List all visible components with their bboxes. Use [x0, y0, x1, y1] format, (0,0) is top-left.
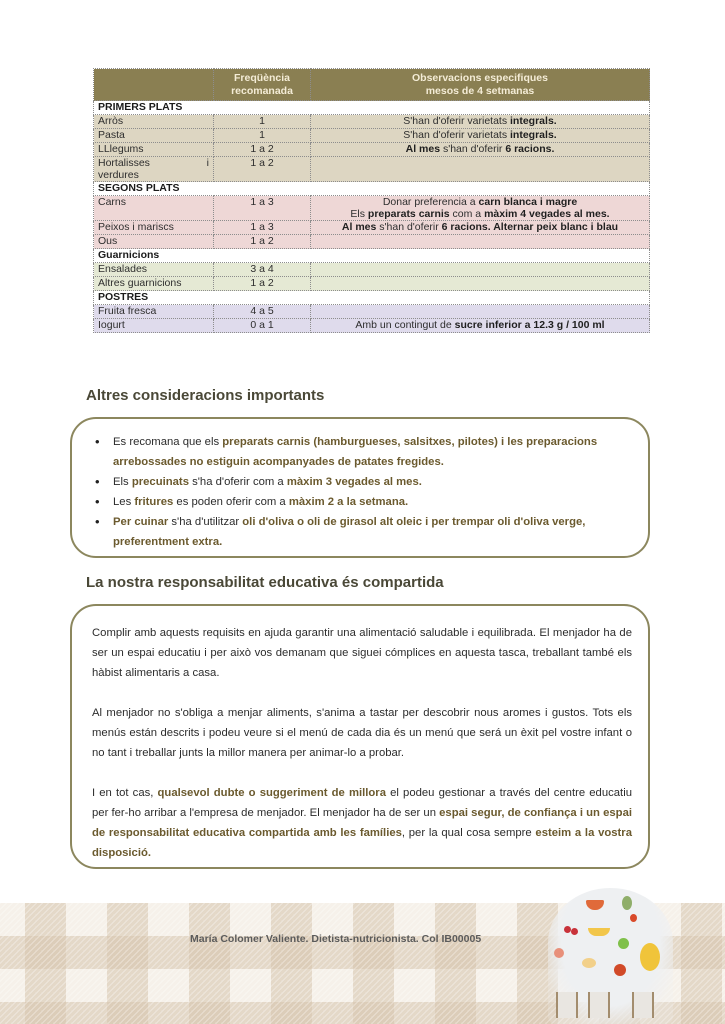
table-row	[94, 305, 650, 319]
table-row	[94, 277, 650, 291]
observation-cell	[311, 305, 650, 319]
table-row	[94, 143, 650, 157]
pear-icon	[622, 896, 632, 910]
peach-icon	[554, 948, 564, 958]
group-row-guarnicions	[94, 249, 650, 263]
paragraph-3: I en tot cas, qualsevol dubte o suggeriment de millora el podeu gestionar a través del centre educatiu per fer-ho arribar a l'empresa de menjador. El menjador ha de ser un espai segur, de confiança i un espai de responsabilitat educativa compartida amb les famílies, per la qual cosa sempre esteim a la vostra disposició.	[92, 787, 632, 859]
food-cell: Ensalades	[94, 263, 214, 277]
observation-cell: Donar preferencia a carn blanca i magre Els preparats carnis com a màxim 4 vegades al mes.	[311, 196, 650, 221]
table-row	[94, 221, 650, 235]
group-row-segons	[94, 182, 650, 196]
observation-cell: S'han d'oferir varietats integrals.	[311, 115, 650, 129]
fruit-wall-illustration	[548, 888, 673, 1024]
observation-cell	[311, 235, 650, 249]
melon-icon	[582, 958, 596, 968]
observation-cell	[311, 263, 650, 277]
watermelon-icon	[586, 900, 604, 910]
menu-frequency-table	[93, 68, 650, 333]
frequency-cell: 1 a 3	[214, 221, 311, 235]
group-row-primers	[94, 101, 650, 115]
food-cell: Peixos i mariscs	[94, 221, 214, 235]
pomegranate-icon	[614, 964, 626, 976]
food-cell: Pasta	[94, 129, 214, 143]
table-row	[94, 115, 650, 129]
cherry-icon	[571, 928, 578, 935]
considerations-box	[70, 417, 650, 558]
food-cell: Fruita fresca	[94, 305, 214, 319]
chair-icon	[588, 992, 610, 1018]
frequency-cell: 1 a 2	[214, 235, 311, 249]
pineapple-icon	[640, 943, 660, 971]
food-cell: Arròs	[94, 115, 214, 129]
observation-cell	[311, 277, 650, 291]
header-frequency-line1: Freqüència	[233, 71, 291, 84]
frequency-cell: 0 a 1	[214, 319, 311, 333]
food-cell: Altres guarnicions	[94, 277, 214, 291]
frequency-cell: 3 a 4	[214, 263, 311, 277]
frequency-cell: 1	[214, 129, 311, 143]
responsibility-box	[70, 604, 650, 869]
header-frequency-line2: recomanada	[231, 84, 293, 97]
chair-icon	[632, 992, 654, 1018]
food-cell: Ous	[94, 235, 214, 249]
frequency-cell: 1	[214, 115, 311, 129]
group-label: SEGONS PLATS	[94, 182, 650, 196]
list-item: • Els precuinats s'ha d'oferir com a màxim 3 vegades al mes.	[94, 472, 632, 492]
considerations-list	[94, 432, 632, 552]
header-observations	[311, 69, 650, 101]
frequency-cell: 1 a 3	[214, 196, 311, 221]
observation-cell: Al mes s'han d'oferir 6 racions.	[311, 143, 650, 157]
apple-icon	[618, 938, 629, 949]
group-label: PRIMERS PLATS	[94, 101, 650, 115]
group-label: POSTRES	[94, 291, 650, 305]
frequency-cell: 1 a 2	[214, 277, 311, 291]
observation-cell	[311, 157, 650, 182]
table-row	[94, 129, 650, 143]
table-row	[94, 196, 650, 221]
header-observations-line1: Observacions especifiques	[412, 71, 548, 84]
considerations-heading: Altres consideracions importants	[86, 387, 325, 404]
food-cell: Hortalisses i verdures	[94, 157, 214, 182]
group-row-postres	[94, 291, 650, 305]
header-food	[94, 69, 214, 101]
table-row	[94, 319, 650, 333]
observation-cell: Al mes s'han d'oferir 6 racions. Alternar peix blanc i blau	[311, 221, 650, 235]
author-credit: María Colomer Valiente. Dietista-nutricionista. Col IB00005	[190, 933, 482, 945]
header-observations-line2: mesos de 4 setmanas	[425, 84, 535, 97]
responsibility-heading: La nostra responsabilitat educativa és compartida	[86, 574, 444, 591]
food-cell: Iogurt	[94, 319, 214, 333]
paragraph-1: Complir amb aquests requisits en ajuda garantir una alimentació saludable i equilibrada. El menjador ha de ser un espai educatiu i per això vos demanam que siguei cómplices en aquesta tasca, treballant també els hàbist alimentaris a casa.	[92, 627, 632, 679]
cherry-icon	[564, 926, 571, 933]
list-item: • Les fritures es poden oferir com a màxim 2 a la setmana.	[94, 492, 632, 512]
banana-icon	[588, 928, 610, 936]
table-row	[94, 263, 650, 277]
table-row	[94, 157, 650, 182]
frequency-cell: 1 a 2	[214, 157, 311, 182]
header-frequency	[214, 69, 311, 101]
food-cell: LLlegums	[94, 143, 214, 157]
strawberry-icon	[630, 914, 637, 922]
frequency-cell: 1 a 2	[214, 143, 311, 157]
list-item: • Per cuinar s'ha d'utilitzar oli d'oliva o oli de girasol alt oleic i per trempar oli d'oliva verge, preferentment extra.	[94, 512, 632, 552]
frequency-cell: 4 a 5	[214, 305, 311, 319]
chair-icon	[556, 992, 578, 1018]
table-header-row	[94, 69, 650, 101]
paragraph-2: Al menjador no s'obliga a menjar aliments, s'anima a tastar per descobrir nous aromes i gustos. Tots els menús están descrits i podeu veure si el menú de cada dia és un menú que será un èxit pel vostre infant o no tant i treballar junts la millor manera per animar-lo a probar.	[92, 707, 632, 759]
observation-cell: Amb un contingut de sucre inferior a 12.3 g / 100 ml	[311, 319, 650, 333]
observation-cell: S'han d'oferir varietats integrals.	[311, 129, 650, 143]
food-cell: Carns	[94, 196, 214, 221]
table-row	[94, 235, 650, 249]
responsibility-text	[92, 623, 632, 883]
list-item: • Es recomana que els preparats carnis (hamburgueses, salsitxes, pilotes) i les preparacions arrebossades no estiguin acompanyades de patates fregides.	[94, 432, 632, 472]
group-label: Guarnicions	[94, 249, 650, 263]
